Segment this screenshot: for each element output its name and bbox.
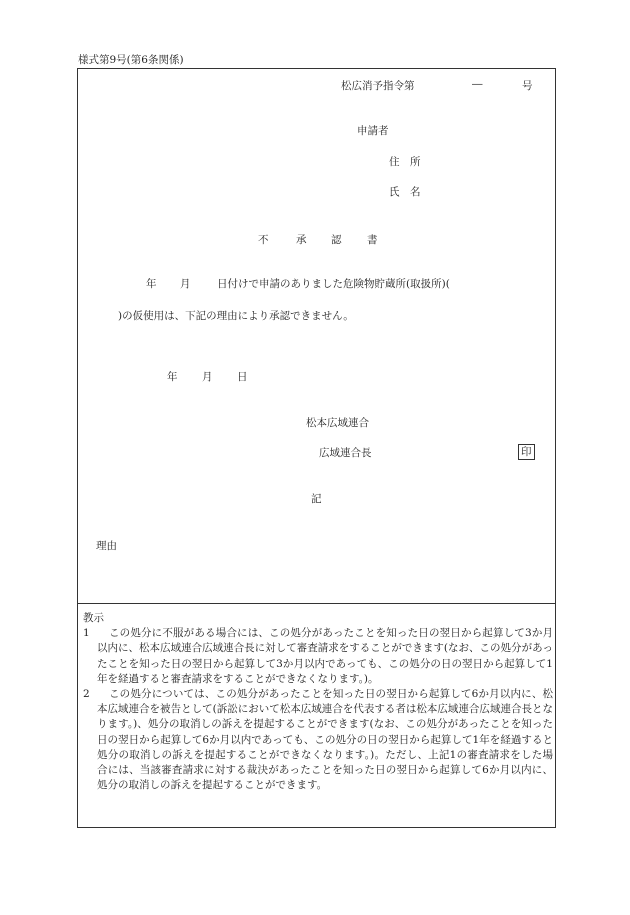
notice-item-2 [83,687,553,793]
document-number-prefix: 松広消予指令第 [341,80,415,92]
section-divider [77,603,556,604]
title-char-4: 書 [367,234,378,246]
applicant-label: 申請者 [357,125,389,137]
form-number-label: 様式第9号(第6条関係) [78,54,184,66]
document-number-suffix: 号 [522,80,533,92]
record-label: 記 [311,493,322,505]
title-char-2: 承 [296,234,307,246]
body-line-1: 日付けで申請のありました危険物貯蔵所(取扱所)( [217,278,450,290]
title-char-3: 認 [331,234,342,246]
issuer-organization: 松本広域連合 [306,417,369,429]
reason-label: 理由 [96,540,117,552]
seal-mark: 印 [518,444,535,460]
body-year-label: 年 [146,278,157,290]
notice-item-text: この処分に不服がある場合には、この処分があったことを知った日の翌日から起算して3か月以内に、松本広域連合広域連合長に対して審査請求をすることができます(なお、この処分があったことを知った日の翌日から起算して3か月以内であっても、この処分の日の翌日から起算して1年を経過すると審査請求をすることができなくなります。)。 [97,627,553,685]
date-month-label: 月 [202,371,213,383]
date-day-label: 日 [237,371,248,383]
notice-heading: 教示 [83,612,104,624]
notice-item-1 [83,626,553,687]
document-number-dash: ― [472,78,483,90]
notice-section [83,611,553,793]
notice-item-number: 2 [83,688,90,701]
notice-item-text: この処分については、この処分があったことを知った日の翌日から起算して6か月以内に、松本広域連合を被告として(訴訟において松本広域連合を代表する者は松本広域連合広域連合長となります。)、処分の取消しの訴えを提起することができます(なお、この処分があったことを知った日の翌日から起算して6か月以内であっても、この処分の日の翌日から起算して1年を経過すると処分の取消しの訴えを提起することができなくなります。)。ただし、上記1の審査請求をした場合には、当該審査請求に対する裁決があったことを知った日の翌日から起算して6か月以内に、処分の取消しの訴えを提起することができます。 [97,688,553,792]
notice-item-number: 1 [83,627,90,640]
title-char-1: 不 [258,234,269,246]
body-month-label: 月 [180,278,191,290]
date-year-label: 年 [167,371,178,383]
body-line-2: )の仮使用は、下記の理由により承認できません。 [118,310,354,322]
issuer-title: 広域連合長 [319,447,372,459]
address-label: 住 所 [389,156,421,168]
name-label: 氏 名 [389,186,421,198]
